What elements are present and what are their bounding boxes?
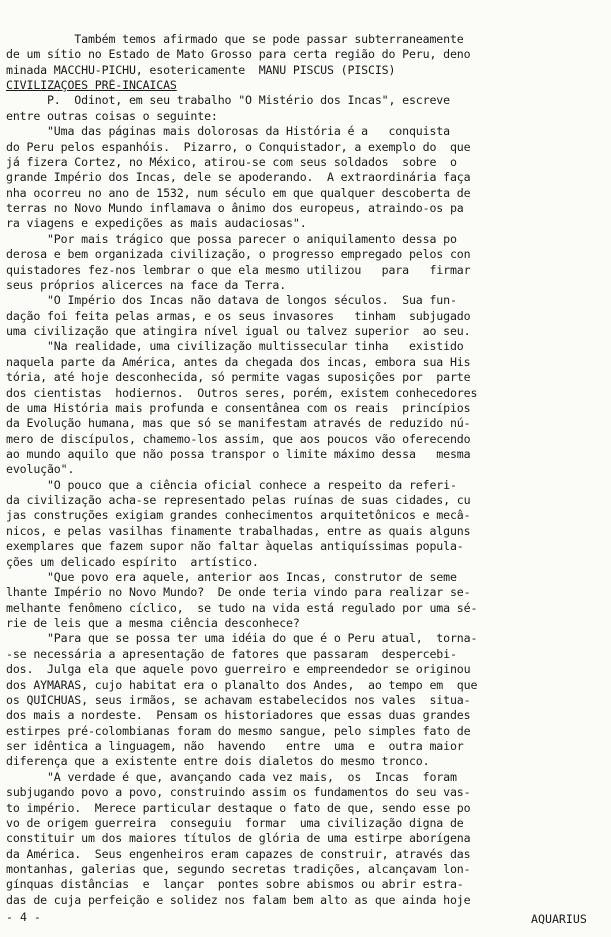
text-line: evolução".: [6, 463, 75, 476]
text-line: do Peru pelos espanhóis. Pizarro, o Conquistador, a exemplo do que: [6, 141, 471, 154]
text-line: montanhas, galerias que, segundo secretas tradições, alcançavam lon-: [6, 863, 471, 876]
text-line: os QUÍCHUAS, seus irmãos, se achavam estabelecidos nos vales situa-: [6, 694, 471, 707]
text-line: "Por mais trágico que possa parecer o aniquilamento dessa po: [6, 233, 457, 246]
text-line: uma civilização que atingira nível igual ou talvez superior ao seu.: [6, 325, 471, 338]
text-line: subjugando povo a povo, construindo assim os fundamentos do seu vas-: [6, 786, 471, 799]
text-line: lhante Império no Novo Mundo? De onde teria vindo para realizar se-: [6, 586, 471, 599]
text-line: "O pouco que a ciência oficial conhece a respeito da referi-: [6, 479, 457, 492]
text-line: P. Odinot, em seu trabalho "O Mistério dos Incas", escreve: [6, 94, 450, 107]
text-line: minada MACCHU-PICHU, esotericamente MANU PISCUS (PISCIS): [6, 64, 396, 77]
text-line: da civilização acha-se representado pelas ruínas de suas cidades, cu: [6, 494, 471, 507]
text-line: naquela parte da América, antes da chegada dos incas, embora sua His: [6, 356, 471, 369]
text-line: "Para que se possa ter uma idéia do que é o Peru atual, torna-: [6, 632, 478, 645]
text-line: diferença que a existente entre dois dialetos do mesmo tronco.: [6, 755, 430, 768]
text-line: mero de discípulos, chamemo-los assim, que aos poucos vão oferecendo: [6, 433, 471, 446]
text-line: seus próprios alicerces na face da Terra.: [6, 279, 287, 292]
text-line: Também temos afirmado que se pode passar subterraneamente: [6, 33, 464, 46]
text-line: dos mais a nordeste. Pensam os historiadores que essas duas grandes: [6, 709, 471, 722]
text-line: grande Império dos Incas, dele se apoderando. A extraordinária faça: [6, 171, 471, 184]
text-line: "Na realidade, uma civilização multissecular tinha existido: [6, 340, 464, 353]
text-line: da América. Seus engenheiros eram capazes de construir, através das: [6, 848, 471, 861]
text-line: ra viagens e expedições as mais audaciosas".: [6, 217, 307, 230]
text-line: derosa e bem organizada civilização, o progresso empregado pelos con: [6, 248, 471, 261]
text-line: ções um delicado espírito artístico.: [6, 556, 259, 569]
text-line: "O Império dos Incas não datava de longos séculos. Sua fun-: [6, 294, 457, 307]
text-line: da Evolução humana, mas que só se manifestam através de reduzido nú-: [6, 417, 471, 430]
publication-name: AQUARIUS: [531, 912, 587, 926]
text-line: de um sítio no Estado de Mato Grosso para certa região do Peru, deno: [6, 48, 471, 61]
text-line: vo de origem guerreira conseguiu formar uma civilização digna de: [6, 817, 464, 830]
text-line: "Que povo era aquele, anterior aos Incas, construtor de seme: [6, 571, 457, 584]
text-line: "A verdade é que, avançando cada vez mais, os Incas foram: [6, 771, 457, 784]
text-line: ao mundo aquilo que não possa transpor o limite máximo dessa mesma: [6, 448, 471, 461]
text-line: tória, até hoje desconhecida, só permite vagas suposições por parte: [6, 371, 471, 384]
text-line: nicos, e pelas vasilhas finamente trabalhadas, entre as quais alguns: [6, 525, 471, 538]
text-line: ser idêntica a linguagem, não havendo entre uma e outra maior: [6, 740, 464, 753]
text-line: jas construções exigiam grandes conhecimentos arquitetônicos e mecâ-: [6, 509, 471, 522]
text-line: dos AYMARAS, cujo habitat era o planalto dos Andes, ao tempo em que: [6, 679, 478, 692]
text-line: entre outras coisas o seguinte:: [6, 110, 218, 123]
text-line: das de cuja perfeição e solidez nos falam bem alto as que ainda hoje: [6, 894, 471, 907]
text-line: "Uma das páginas mais dolorosas da História é a conquista: [6, 125, 450, 138]
text-line: constituir um dos maiores títulos de glória de uma estirpe aborígena: [6, 832, 471, 845]
text-line: de uma História mais profunda e consentânea com os reais princípios: [6, 402, 471, 415]
text-line: to império. Merece particular destaque o fato de que, sendo esse po: [6, 802, 471, 815]
page-number: - 4 -: [6, 910, 41, 924]
text-line: nha ocorreu no ano de 1532, num século em que qualquer descoberta de: [6, 187, 471, 200]
text-line: já fizera Cortez, no México, atirou-se com seus soldados sobre o: [6, 156, 457, 169]
text-line: melhante fenômeno cíclico, se tudo na vida está regulado por uma sé-: [6, 602, 478, 615]
text-line: dos cientistas hodiernos. Outros seres, porém, existem conhecedores: [6, 387, 478, 400]
text-line: exemplares que fazem supor não faltar àquelas antiquíssimas popula-: [6, 540, 464, 553]
text-line: rie de leis que a mesma ciência desconhece?: [6, 617, 300, 630]
text-line: dação foi feita pelas armas, e os seus invasores tinham subjugado: [6, 310, 471, 323]
text-line: dos. Julga ela que aquele povo guerreiro e empreendedor se originou: [6, 663, 471, 676]
section-heading: CIVILIZAÇÕES PRÉ-INCAICAS: [6, 79, 177, 92]
text-line: quistadores fez-nos lembrar o que ela mesmo utilizou para firmar: [6, 264, 471, 277]
text-line: terras no Novo Mundo inflamava o ânimo dos europeus, atraindo-os pa: [6, 202, 464, 215]
text-line: -se necessária a apresentação de fatores que passaram despercebi-: [6, 648, 457, 661]
text-line: gínquas distâncias e lançar pontes sobre abismos ou abrir estra-: [6, 878, 464, 891]
text-line: estirpes pré-colombianas foram do mesmo sangue, pelo simples fato de: [6, 725, 471, 738]
